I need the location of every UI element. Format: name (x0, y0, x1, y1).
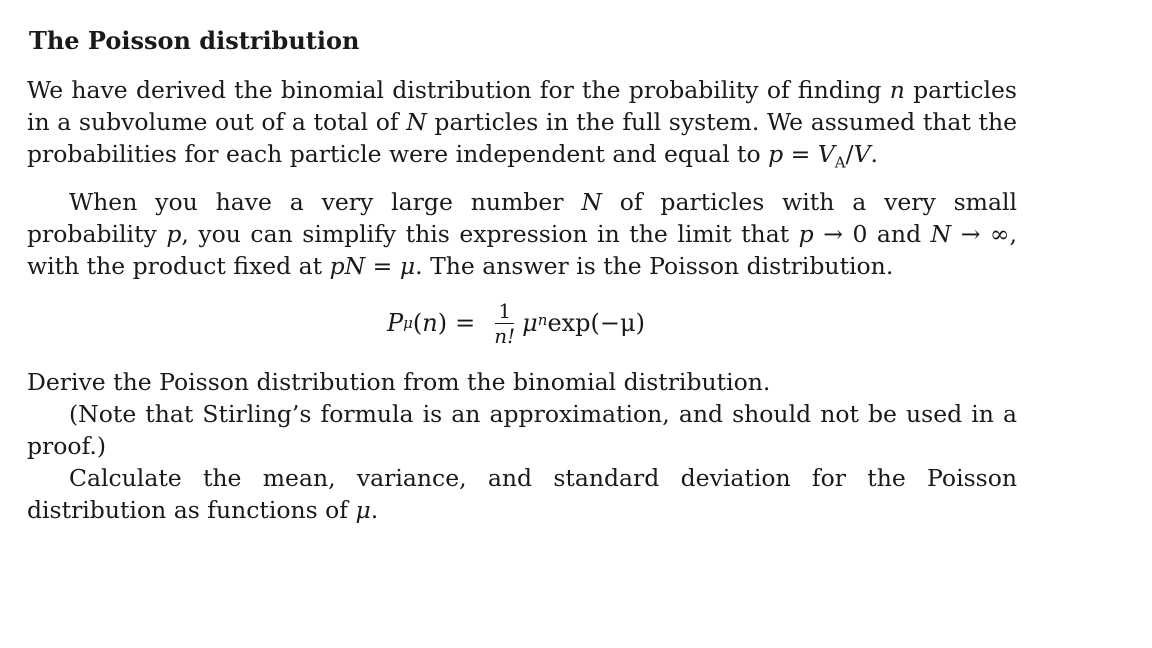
math-var: N (581, 188, 602, 216)
fraction (491, 299, 518, 348)
math-var: μ (522, 309, 538, 337)
text-run: When you have a very large number (69, 188, 582, 216)
equation-argument: (n) (412, 309, 448, 337)
text-run: We have derived the binomial distribution for the probability of finding (27, 76, 890, 104)
paragraph-note: (Note that Stirling’s formula is an approximation, and should not be used in a proof.) (27, 400, 1017, 460)
math-var: p (798, 220, 814, 248)
poisson-equation (27, 282, 1017, 366)
paragraph-binomial-intro (27, 74, 1017, 170)
math-operator: / (845, 140, 854, 168)
math-var: N (930, 220, 952, 248)
math-var: μ (399, 252, 416, 280)
text-run: , with the product fixed at (27, 220, 1017, 280)
text-run: . (870, 140, 879, 168)
math-var: V (853, 140, 871, 168)
document-page (27, 26, 1017, 526)
text-run: particles in a subvolume out of a total of (27, 76, 1017, 136)
text-run: , you can simplify this expression in the limit that (181, 220, 799, 248)
text-run: of particles with a very small probability (27, 188, 1017, 248)
math-var: p (768, 140, 784, 168)
paragraph-calculate (27, 462, 1017, 526)
paragraph-limit (27, 186, 1017, 282)
text-run: particles in the full system. We assumed that the probabilities for each particle were independent and equal to (27, 108, 1017, 168)
math-var: pN (329, 252, 366, 280)
math-operator: = (783, 140, 818, 168)
math-var: μ (355, 496, 371, 524)
math-limit: → 0 and (813, 220, 931, 248)
math-subscript: A (834, 153, 846, 172)
text-run: . (370, 496, 379, 524)
equals-sign: = (455, 309, 476, 337)
math-var: N (406, 108, 427, 136)
section-title: The Poisson distribution (29, 26, 360, 55)
math-var: V (817, 140, 835, 168)
math-var: P (387, 309, 404, 337)
paragraph-derive: Derive the Poisson distribution from the binomial distribution. (27, 368, 771, 396)
equation-body: P μ (n) = $\frac{1}{n!}$ μ $^n$ exp(−μ) (387, 298, 645, 348)
text-run: Calculate the mean, variance, and standard deviation for the Poisson distribution as functions of (27, 464, 1017, 524)
exp-term: exp(−μ) (547, 309, 645, 337)
fraction-numerator: 1 (495, 299, 514, 324)
math-var: n (889, 76, 905, 104)
math-var: p (166, 220, 182, 248)
math-limit: → ∞ (951, 220, 1010, 248)
text-run: . The answer is the Poisson distribution. (415, 252, 894, 280)
math-operator: = (365, 252, 400, 280)
fraction-denominator: n! (494, 323, 516, 348)
